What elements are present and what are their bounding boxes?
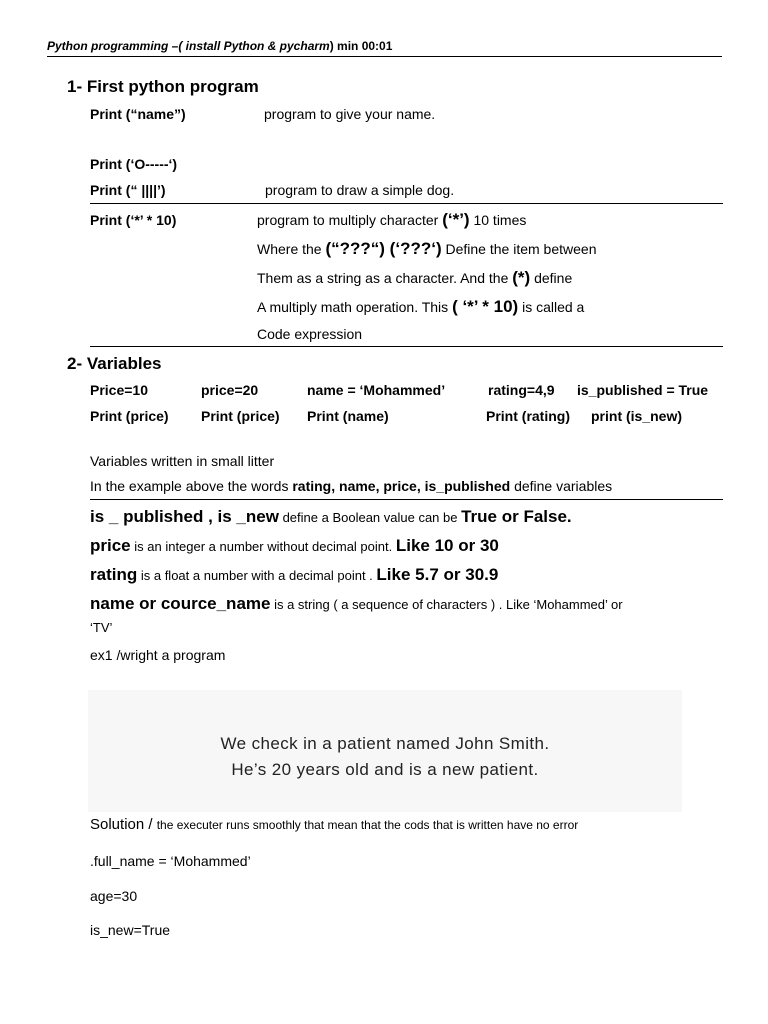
text: ( ‘*’ * 10) bbox=[452, 297, 519, 316]
text: define a Boolean value can be bbox=[278, 510, 462, 525]
divider bbox=[90, 346, 723, 347]
page-header bbox=[47, 39, 392, 53]
text: rating, name, price, is_published bbox=[292, 478, 511, 494]
text: Like 5.7 or 30.9 bbox=[376, 565, 499, 584]
section2-heading: 2- Variables bbox=[67, 354, 162, 373]
def-boolean bbox=[90, 507, 572, 527]
def-float bbox=[90, 565, 498, 585]
multiply-desc-line3 bbox=[257, 268, 572, 288]
text: (“???“) (‘???‘) bbox=[325, 239, 442, 258]
text: define bbox=[530, 270, 573, 286]
text: is called a bbox=[518, 299, 585, 315]
text: Them as a string as a character. And the bbox=[257, 270, 513, 286]
print-name-desc: program to give your name. bbox=[264, 106, 436, 122]
text: price bbox=[90, 536, 131, 555]
text: is _ published , is _new bbox=[90, 507, 279, 526]
solution-text: the executer runs smoothly that mean that the cods that is written have no error bbox=[156, 818, 579, 832]
assign-price: Price=10 bbox=[90, 382, 148, 398]
note-small-letter: Variables written in small litter bbox=[90, 453, 275, 469]
note-variables bbox=[90, 478, 612, 494]
exercise-label: ex1 /wright a program bbox=[90, 647, 226, 663]
text: A multiply math operation. This bbox=[257, 299, 453, 315]
print-price2: Print (price) bbox=[201, 408, 280, 424]
text: define variables bbox=[510, 478, 613, 494]
header-title: Python programming –( install Python & pycharm bbox=[47, 39, 330, 53]
dog-desc: program to draw a simple dog. bbox=[265, 182, 455, 198]
print-is-new: print (is_new) bbox=[591, 408, 683, 424]
text: is a float a number with a decimal point . bbox=[137, 568, 377, 583]
text: is an integer a number without decimal point. bbox=[130, 539, 396, 554]
def-string bbox=[90, 594, 623, 614]
code-is-new: is_new=True bbox=[90, 922, 171, 938]
text: Like 10 or 30 bbox=[395, 536, 499, 555]
code-full-name: .full_name = ‘Mohammed’ bbox=[90, 853, 251, 869]
exercise-line1: We check in a patient named John Smith. bbox=[220, 734, 550, 753]
code-age: age=30 bbox=[90, 888, 138, 904]
text: (‘*’) bbox=[442, 210, 470, 229]
assign-rating: rating=4,9 bbox=[488, 382, 555, 398]
multiply-desc-line2 bbox=[257, 239, 596, 259]
print-name-code: Print (“name”) bbox=[90, 106, 186, 122]
solution-label: Solution / bbox=[90, 816, 157, 833]
text: Where the bbox=[257, 241, 326, 257]
assign-is-published: is_published = True bbox=[577, 382, 709, 398]
divider bbox=[90, 499, 723, 500]
text: True or False. bbox=[461, 507, 572, 526]
assign-name: name = ‘Mohammed’ bbox=[307, 382, 446, 398]
text: Define the item between bbox=[441, 241, 597, 257]
text: 10 times bbox=[469, 212, 527, 228]
divider bbox=[90, 203, 723, 204]
dog-code-line1: Print (‘O-----‘) bbox=[90, 156, 178, 172]
assign-price2: price=20 bbox=[201, 382, 259, 398]
header-time: ) min 00:01 bbox=[329, 39, 393, 53]
text: In the example above the words bbox=[90, 478, 293, 494]
text: program to multiply character bbox=[257, 212, 443, 228]
def-integer bbox=[90, 536, 499, 556]
exercise-line2: He’s 20 years old and is a new patient. bbox=[231, 760, 539, 779]
print-name: Print (name) bbox=[307, 408, 389, 424]
multiply-desc-line1 bbox=[257, 210, 526, 230]
exercise-image bbox=[88, 690, 682, 812]
solution-line bbox=[90, 816, 578, 834]
header-divider bbox=[47, 56, 722, 57]
print-price: Print (price) bbox=[90, 408, 169, 424]
multiply-code: Print (‘*’ * 10) bbox=[90, 212, 177, 228]
dog-code-line2: Print (“ ||||’) bbox=[90, 182, 166, 198]
section1-heading: 1- First python program bbox=[67, 77, 259, 96]
text: name or cource_name bbox=[90, 594, 271, 613]
text: is a string ( a sequence of characters ) . Like ‘Mohammed’ or bbox=[270, 597, 623, 612]
def-string-cont: ‘TV’ bbox=[90, 620, 113, 635]
multiply-desc-line4 bbox=[257, 297, 584, 317]
text: (*) bbox=[512, 268, 531, 287]
multiply-desc-line5: Code expression bbox=[257, 326, 363, 342]
print-rating: Print (rating) bbox=[486, 408, 570, 424]
text: rating bbox=[90, 565, 138, 584]
